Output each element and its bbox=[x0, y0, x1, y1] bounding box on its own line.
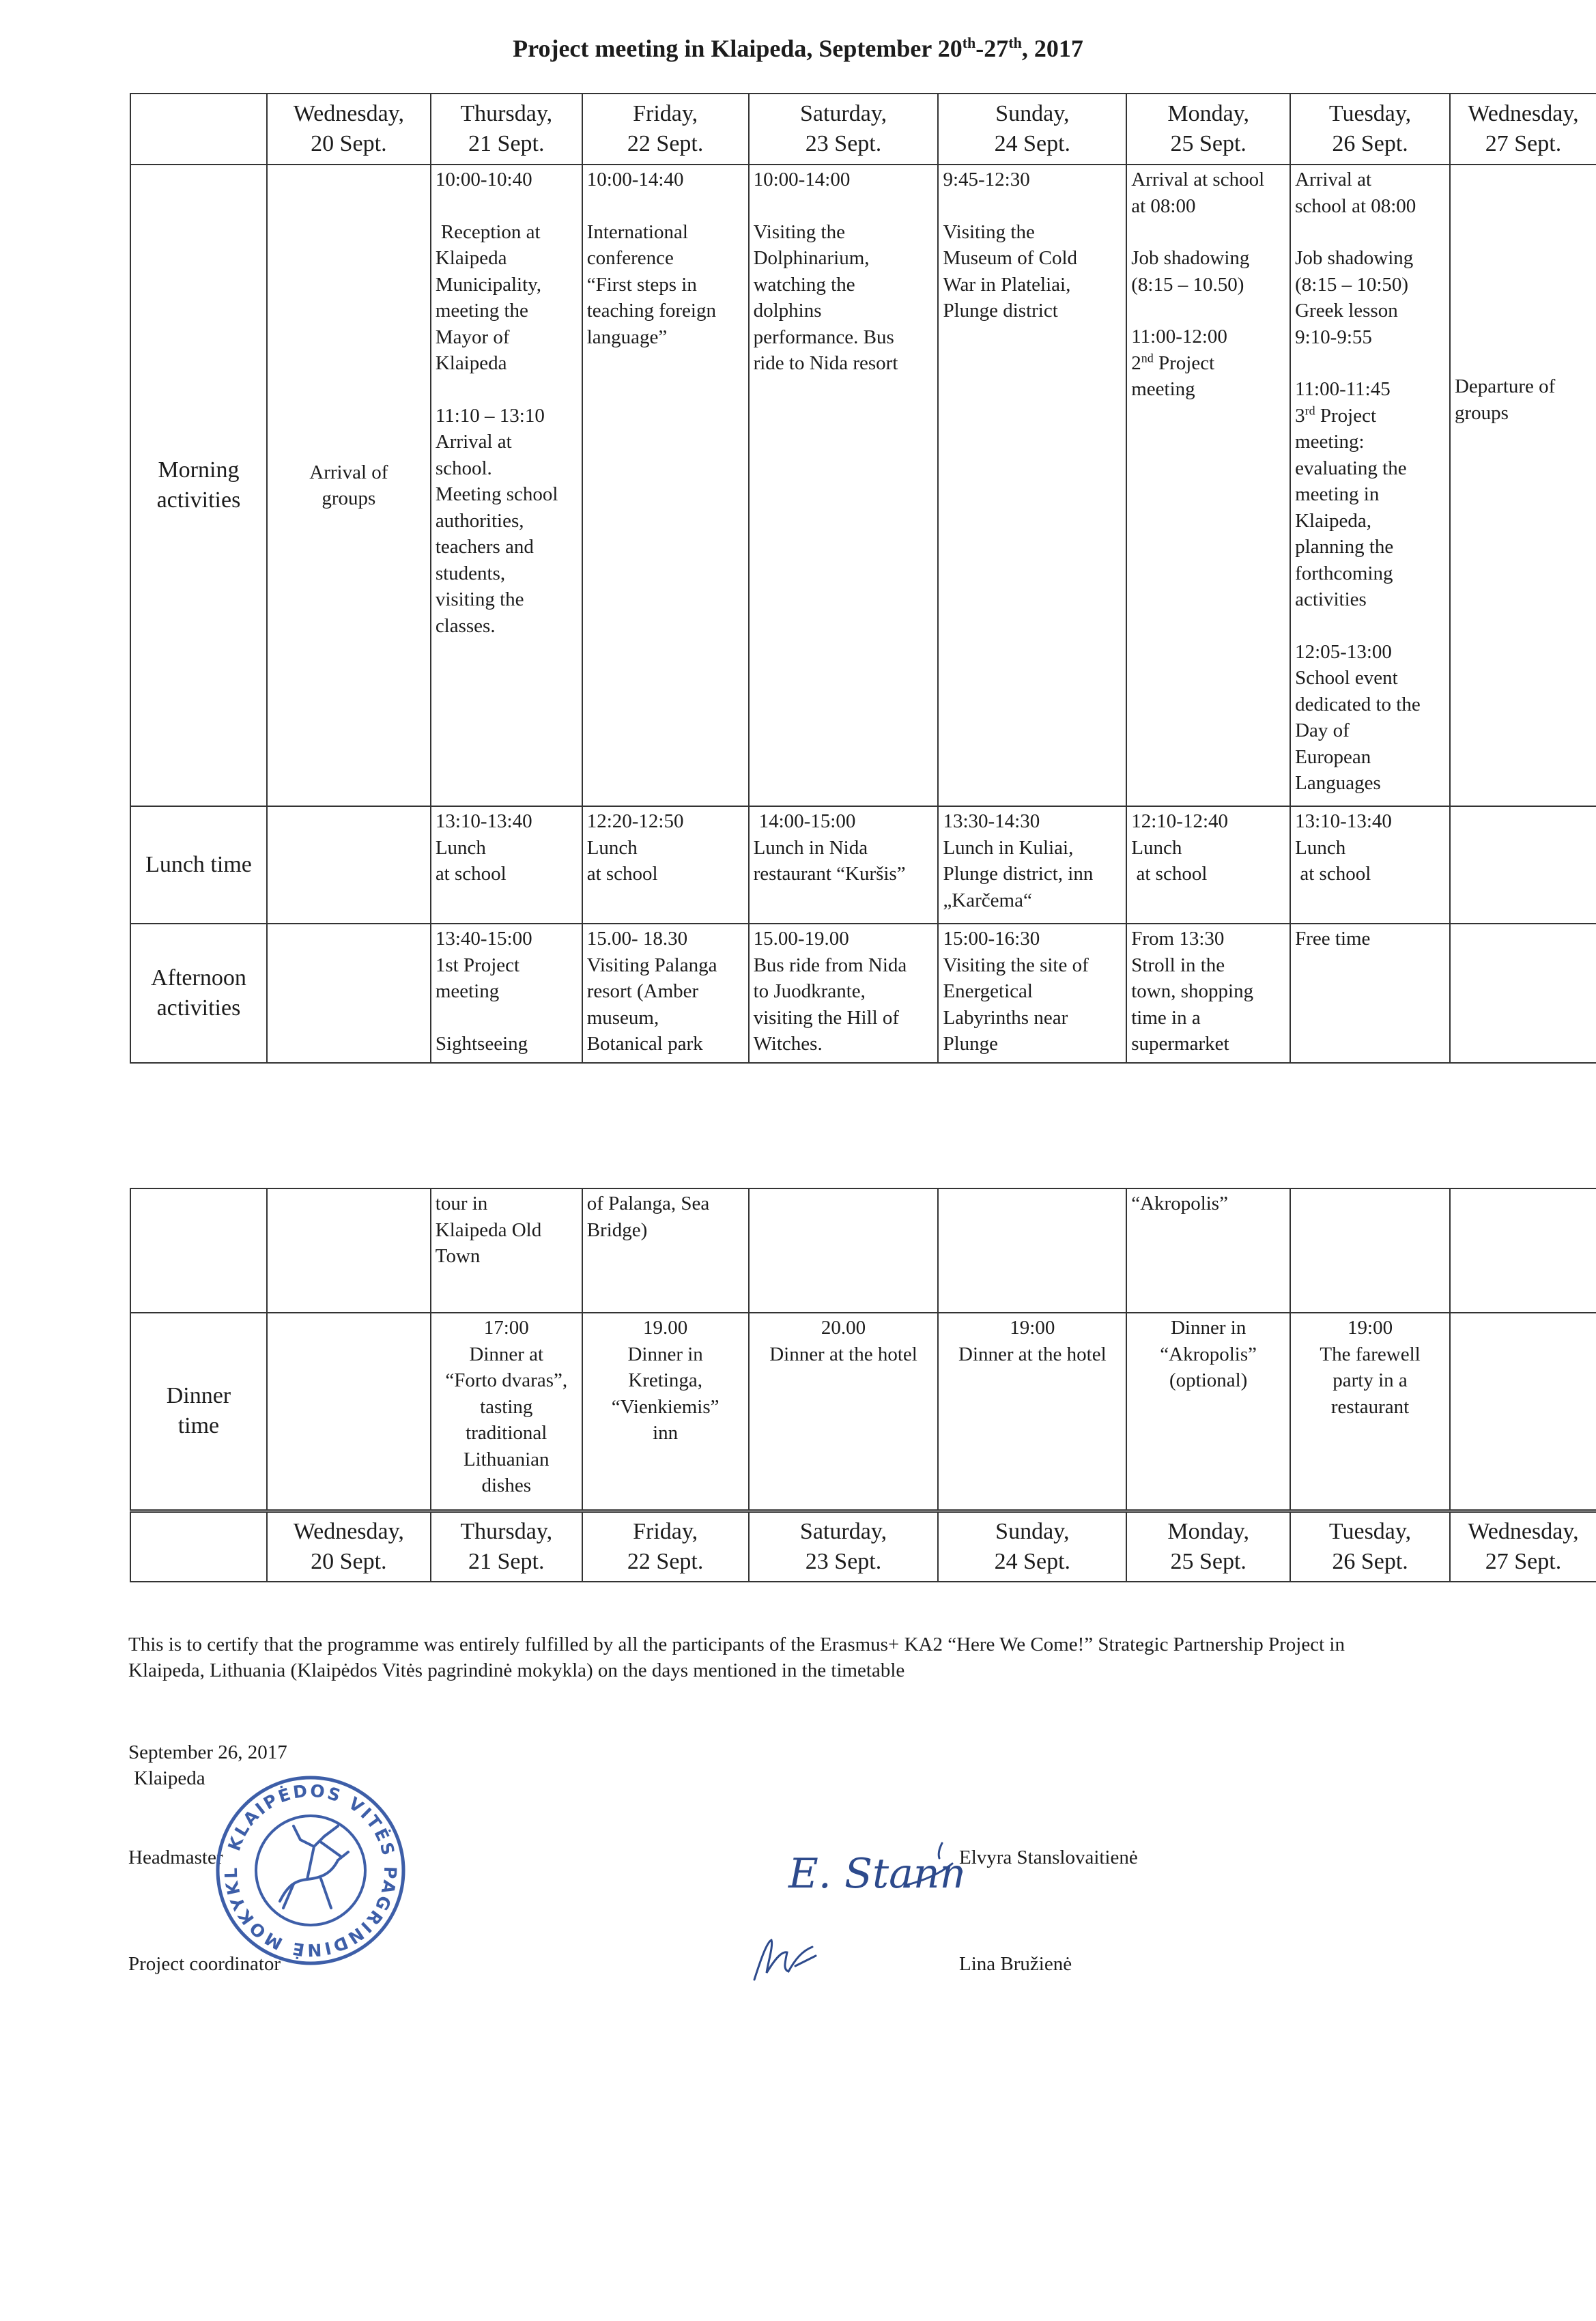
afternoon-wed27 bbox=[1450, 924, 1596, 1063]
timetable-part1 bbox=[130, 93, 1596, 1064]
morning-row bbox=[130, 165, 1596, 806]
row-label-morning: Morning activities bbox=[130, 165, 267, 806]
afternoon-fri22: 15.00- 18.30 Visiting Palanga resort (Amber museum, Botanical park bbox=[582, 924, 749, 1063]
afternoon-mon25: From 13:30 Stroll in the town, shopping time in a supermarket bbox=[1126, 924, 1290, 1063]
headmaster-signature bbox=[785, 1836, 963, 1915]
lunch-thu21: 13:10-13:40 Lunch at school bbox=[431, 806, 582, 924]
afternoon-thu21: 13:40-15:00 1st Project meeting Sightseeing bbox=[431, 924, 582, 1063]
footer-day-sun24: Sunday, 24 Sept. bbox=[938, 1511, 1126, 1582]
footer-corner-cell bbox=[130, 1511, 267, 1582]
corner-cell bbox=[130, 94, 267, 165]
morning-tue26: Arrival at school at 08:00 Job shadowing (8:15 – 10:50) Greek lesson 9:10-9:55 11:00-11:45 3rd Project meeting: evaluating the meeting in Klaipeda, planning the forthcoming activities 12:05-13:00 School event dedicated to the Day of European Languages bbox=[1290, 165, 1450, 806]
afternoon-cont-thu21: tour in Klaipeda Old Town bbox=[431, 1188, 582, 1313]
afternoon-cont-fri22: of Palanga, Sea Bridge) bbox=[582, 1188, 749, 1313]
dinner-wed27 bbox=[1450, 1313, 1596, 1511]
signoff-date: September 26, 2017 bbox=[128, 1741, 287, 1763]
lunch-mon25: 12:10-12:40 Lunch at school bbox=[1126, 806, 1290, 924]
dinner-sat23: 20.00 Dinner at the hotel bbox=[749, 1313, 939, 1511]
lunch-wed20 bbox=[267, 806, 431, 924]
signoff-role-coordinator: Project coordinator bbox=[128, 1953, 281, 1975]
signoff-role-headmaster: Headmaster bbox=[128, 1847, 223, 1868]
afternoon-sun24: 15:00-16:30 Visiting the site of Energetical Labyrinths near Plunge bbox=[938, 924, 1126, 1063]
afternoon-sat23: 15.00-19.00 Bus ride from Nida to Juodkrante, visiting the Hill of Witches. bbox=[749, 924, 939, 1063]
signoff-name-headmaster: Elvyra Stanslovaitienė bbox=[959, 1847, 1138, 1868]
afternoon-cont-wed27 bbox=[1450, 1188, 1596, 1313]
dinner-mon25: Dinner in “Akropolis” (optional) bbox=[1126, 1313, 1290, 1511]
svg-text:E. Stanm: E. Stanm bbox=[788, 1850, 963, 1898]
day-header-wed20: Wednesday, 20 Sept. bbox=[267, 94, 431, 165]
lunch-tue26: 13:10-13:40 Lunch at school bbox=[1290, 806, 1450, 924]
lunch-row bbox=[130, 806, 1596, 924]
day-header-thu21: Thursday, 21 Sept. bbox=[431, 94, 582, 165]
row-label-dinner: Dinner time bbox=[130, 1313, 267, 1511]
morning-wed27: Departure of groups bbox=[1450, 165, 1596, 806]
certification-text: This is to certify that the programme was entirely fulfilled by all the participants of the Erasmus+ KA2 “Here We Come!” Strategic Partnership Project in Klaipeda, Lithuania (Klaipėdos Vitės pagrindinė mokykla) on the days mentioned in the timetable bbox=[128, 1634, 1345, 1681]
dinner-row bbox=[130, 1313, 1596, 1511]
morning-wed20: Arrival of groups bbox=[267, 165, 431, 806]
afternoon-cont-mon25: “Akropolis” bbox=[1126, 1188, 1290, 1313]
dinner-fri22: 19.00 Dinner in Kretinga, “Vienkiemis” inn bbox=[582, 1313, 749, 1511]
dinner-sun24: 19:00 Dinner at the hotel bbox=[938, 1313, 1126, 1511]
day-header-wed27: Wednesday, 27 Sept. bbox=[1450, 94, 1596, 165]
afternoon-continued-row bbox=[130, 1188, 1596, 1313]
afternoon-row bbox=[130, 924, 1596, 1063]
afternoon-cont-tue26 bbox=[1290, 1188, 1450, 1313]
footer-day-sat23: Saturday, 23 Sept. bbox=[749, 1511, 939, 1582]
afternoon-cont-wed20 bbox=[267, 1188, 431, 1313]
signoff-place: Klaipeda bbox=[134, 1767, 205, 1789]
footer-day-wed20: Wednesday, 20 Sept. bbox=[267, 1511, 431, 1582]
footer-header-row bbox=[130, 1511, 1596, 1582]
signoff-name-coordinator: Lina Bružienė bbox=[959, 1953, 1072, 1975]
afternoon-wed20 bbox=[267, 924, 431, 1063]
morning-fri22: 10:00-14:40 International conference “First steps in teaching foreign language” bbox=[582, 165, 749, 806]
day-header-sat23: Saturday, 23 Sept. bbox=[749, 94, 939, 165]
row-label-afternoon: Afternoon activities bbox=[130, 924, 267, 1063]
row-label-lunch: Lunch time bbox=[130, 806, 267, 924]
dinner-tue26: 19:00 The farewell party in a restaurant bbox=[1290, 1313, 1450, 1511]
footer-day-thu21: Thursday, 21 Sept. bbox=[431, 1511, 582, 1582]
morning-mon25: Arrival at school at 08:00 Job shadowing (8:15 – 10.50) 11:00-12:00 2nd Project meeting bbox=[1126, 165, 1290, 806]
morning-thu21: 10:00-10:40 Reception at Klaipeda Municipality, meeting the Mayor of Klaipeda 11:10 – 13:10 Arrival at school. Meeting school authorities, teachers and students, visiting the classes. bbox=[431, 165, 582, 806]
lunch-wed27 bbox=[1450, 806, 1596, 924]
afternoon-cont-sun24 bbox=[938, 1188, 1126, 1313]
school-stamp bbox=[212, 1771, 410, 1973]
afternoon-tue26: Free time bbox=[1290, 924, 1450, 1063]
lunch-sat23: 14:00-15:00 Lunch in Nida restaurant “Kuršis” bbox=[749, 806, 939, 924]
stamp-seal-icon bbox=[212, 1771, 410, 1969]
signature-icon bbox=[785, 1836, 963, 1911]
document-title: Project meeting in Klaipeda, September 20th-27th, 2017 bbox=[513, 34, 1083, 62]
timetable-part2 bbox=[130, 1188, 1596, 1582]
afternoon-cont-sat23 bbox=[749, 1188, 939, 1313]
lunch-fri22: 12:20-12:50 Lunch at school bbox=[582, 806, 749, 924]
afternoon-cont-label bbox=[130, 1188, 267, 1313]
footer-day-fri22: Friday, 22 Sept. bbox=[582, 1511, 749, 1582]
signature-icon-2 bbox=[747, 1932, 823, 1987]
dinner-wed20 bbox=[267, 1313, 431, 1511]
lunch-sun24: 13:30-14:30 Lunch in Kuliai, Plunge district, inn „Karčema“ bbox=[938, 806, 1126, 924]
morning-sat23: 10:00-14:00 Visiting the Dolphinarium, watching the dolphins performance. Bus ride to Nida resort bbox=[749, 165, 939, 806]
footer-day-mon25: Monday, 25 Sept. bbox=[1126, 1511, 1290, 1582]
day-header-sun24: Sunday, 24 Sept. bbox=[938, 94, 1126, 165]
dinner-thu21: 17:00 Dinner at “Forto dvaras”, tasting traditional Lithuanian dishes bbox=[431, 1313, 582, 1511]
header-row bbox=[130, 94, 1596, 165]
day-header-fri22: Friday, 22 Sept. bbox=[582, 94, 749, 165]
morning-sun24: 9:45-12:30 Visiting the Museum of Cold War in Plateliai, Plunge district bbox=[938, 165, 1126, 806]
day-header-tue26: Tuesday, 26 Sept. bbox=[1290, 94, 1450, 165]
footer-day-tue26: Tuesday, 26 Sept. bbox=[1290, 1511, 1450, 1582]
coordinator-signature bbox=[747, 1932, 823, 1990]
svg-text:KLAIPĖDOS VITĖS PAGRINDINĖ MOK: KLAIPĖDOS VITĖS PAGRINDINĖ MOKYKL bbox=[220, 1780, 401, 1961]
day-header-mon25: Monday, 25 Sept. bbox=[1126, 94, 1290, 165]
footer-day-wed27: Wednesday, 27 Sept. bbox=[1450, 1511, 1596, 1582]
